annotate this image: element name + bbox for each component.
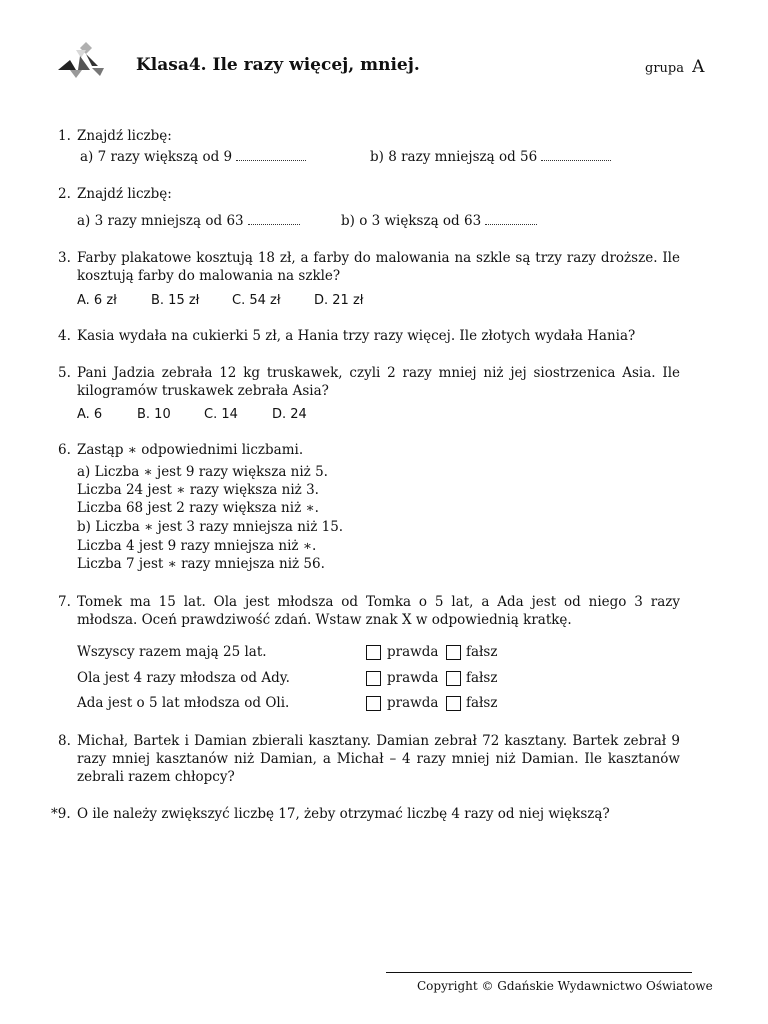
question-text: Pani Jadzia zebrała 12 kg truskawek, czyli 2 razy mniej niż jej siostrzenica Asia. Ile kilogramów truskawek zebrała Asia? [77,365,680,399]
q2-b-text: b) o 3 większą od 63 [341,213,482,229]
statement-line: b) Liczba ∗ jest 3 razy mniejsza niż 15. [77,519,344,535]
true-label: prawda [387,695,439,711]
question-number: 6. [58,442,71,458]
option-d[interactable]: D. 21 zł [314,293,364,308]
answer-line-b [341,212,537,230]
option-a[interactable]: A. 6 zł [77,293,117,308]
false-label: fałsz [466,695,498,711]
group-label-text: grupa [645,61,684,76]
question-text: Kasia wydała na cukierki 5 zł, a Hania trzy razy więcej. Ile złotych wydała Hania? [77,328,636,344]
question-text: Farby plakatowe kosztują 18 zł, a farby do malowania na szkle są trzy razy droższe. Ile kosztują farby do malowania na szkle? [77,250,680,284]
question-number: 2. [58,186,71,202]
true-checkbox[interactable] [366,696,381,711]
question-number: 1. [58,128,71,144]
publisher-logo [56,40,108,80]
question-text: Znajdź liczbę: [77,186,172,202]
answer-line-b [370,148,611,166]
statement-line: Liczba 24 jest ∗ razy większa niż 3. [77,482,319,498]
false-label: fałsz [466,644,498,660]
group-letter: A [692,57,705,77]
false-checkbox[interactable] [446,696,461,711]
statement-line: Liczba 68 jest 2 razy większa niż ∗. [77,500,319,516]
true-checkbox[interactable] [366,645,381,660]
question-number: *9. [51,806,71,822]
q1-b-text: b) 8 razy mniejszą od 56 [370,149,538,165]
question-number: 5. [58,365,71,381]
q1-a-text: a) 7 razy większą od 9 [80,149,233,165]
statement-line: a) Liczba ∗ jest 9 razy większa niż 5. [77,464,328,480]
answer-line-a [77,212,300,230]
question-number: 7. [58,594,71,610]
tf-statement: Wszyscy razem mają 25 lat. [77,644,267,660]
q2-a-text: a) 3 razy mniejszą od 63 [77,213,244,229]
true-label: prawda [387,644,439,660]
true-label: prawda [387,670,439,686]
answer-blank[interactable] [236,148,306,161]
statement-line: Liczba 7 jest ∗ razy mniejsza niż 56. [77,556,325,572]
option-b[interactable]: B. 10 [137,407,171,422]
answer-line-a [80,148,306,166]
question-number: 4. [58,328,71,344]
false-checkbox[interactable] [446,671,461,686]
option-d[interactable]: D. 24 [272,407,307,422]
option-a[interactable]: A. 6 [77,407,103,422]
answer-blank[interactable] [541,148,611,161]
footer-rule [386,972,692,973]
answer-blank[interactable] [248,212,300,225]
question-text: Tomek ma 15 lat. Ola jest młodsza od Tomka o 5 lat, a Ada jest od niego 3 razy młodsza. Oceń prawdziwość zdań. Wstaw znak X w odpowiednią kratkę. [77,594,680,628]
question-number: 8. [58,733,71,749]
option-c[interactable]: C. 54 zł [232,293,281,308]
false-checkbox[interactable] [446,645,461,660]
option-c[interactable]: C. 14 [204,407,238,422]
question-text: O ile należy zwiększyć liczbę 17, żeby otrzymać liczbę 4 razy od niej większą? [77,806,610,822]
page-title: Klasa4. Ile razy więcej, mniej. [136,55,420,75]
true-checkbox[interactable] [366,671,381,686]
statement-line: Liczba 4 jest 9 razy mniejsza niż ∗. [77,538,317,554]
tf-statement: Ola jest 4 razy młodsza od Ady. [77,670,290,686]
question-text: Michał, Bartek i Damian zbierali kasztany. Damian zebrał 72 kasztany. Bartek zebrał 9 razy mniej kasztanów niż Damian, a Michał – 4 razy mniej niż Damian. Ile kasztanów zebrali razem chłopcy? [77,733,680,785]
group-label [645,58,704,78]
tf-statement: Ada jest o 5 lat młodsza od Oli. [77,695,290,711]
false-label: fałsz [466,670,498,686]
answer-blank[interactable] [485,212,537,225]
copyright: Copyright © Gdańskie Wydawnictwo Oświatowe [417,979,713,993]
question-text: Zastąp ∗ odpowiednimi liczbami. [77,442,304,458]
question-number: 3. [58,250,71,266]
question-text: Znajdź liczbę: [77,128,172,144]
option-b[interactable]: B. 15 zł [151,293,200,308]
